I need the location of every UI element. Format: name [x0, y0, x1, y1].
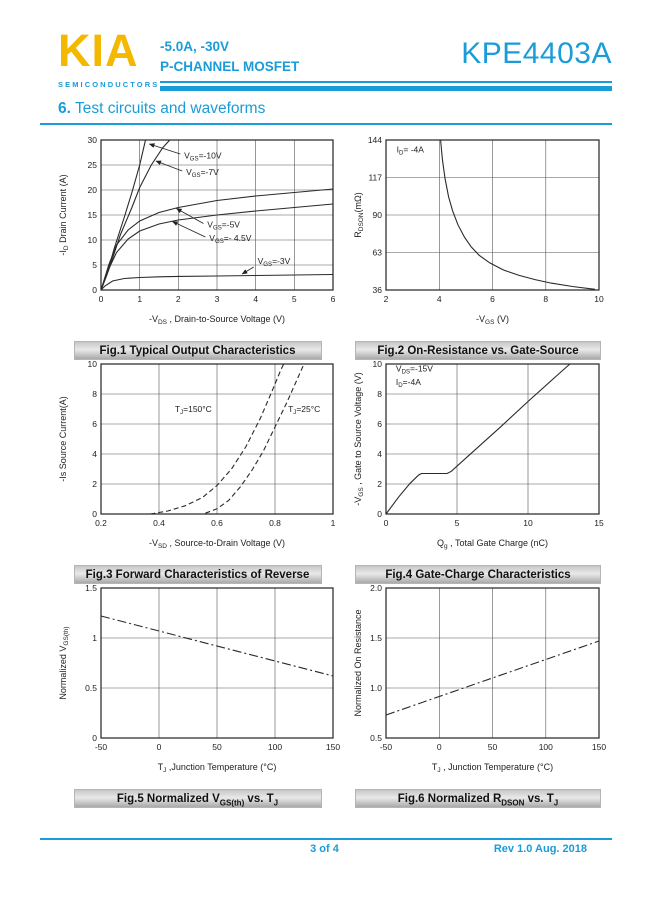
figure-4 [350, 356, 606, 584]
fig1-caption: Fig.1 Typical Output Characteristics [74, 341, 322, 360]
svg-text:50: 50 [212, 742, 222, 752]
svg-text:50: 50 [487, 742, 498, 752]
revision-label: Rev 1.0 Aug. 2018 [493, 843, 587, 855]
svg-text:-VSD , Source-to-Drain Voltage: $-V_{SD}$ , Source-to-Drain Voltage (V) [148, 538, 286, 551]
svg-text:VGS=- 4.5V: $V_{GS}=-$ 4.5V [209, 233, 252, 245]
svg-text:90: 90 [372, 210, 382, 220]
fig6-caption: Fig.6 Normalized $R_{DSON}$ vs. $T_J$ [355, 789, 601, 808]
svg-text:VGS=-10V: $V_{GS}=-10V$ [184, 150, 222, 163]
svg-text:144: 144 [367, 135, 382, 145]
svg-text:63: 63 [372, 247, 382, 258]
svg-text:10: 10 [87, 359, 97, 369]
svg-text:0.8: 0.8 [269, 518, 281, 528]
svg-text:6: 6 [490, 294, 495, 304]
svg-text:8: 8 [377, 389, 382, 399]
svg-text:2: 2 [92, 479, 97, 489]
svg-text:0.6: 0.6 [211, 518, 223, 528]
svg-text:1.5: 1.5 [370, 633, 382, 643]
svg-text:15: 15 [87, 210, 97, 220]
svg-text:2: 2 [383, 294, 389, 304]
svg-text:150: 150 [591, 742, 606, 752]
svg-text:-VGS , Gate to Source Voltage: $-V_{GS}$ , Gate to Source Voltage (V) [353, 372, 366, 506]
svg-text:TJ=25°C: $T_J=25^\circ C$ [288, 404, 321, 416]
page-number: 3 of 4 [310, 843, 339, 855]
svg-text:0.5: 0.5 [370, 733, 382, 743]
svg-text:Qg , Total Gate Charge (nC): $Q_g$ , Total Gate Charge (nC) [436, 538, 549, 551]
svg-text:0: 0 [383, 518, 389, 528]
figure-2 [350, 132, 606, 360]
svg-text:117: 117 [368, 172, 382, 183]
header-rule-thin [160, 81, 612, 83]
svg-text:2.0: 2.0 [370, 583, 382, 593]
svg-text:0: 0 [92, 285, 97, 295]
svg-text:5: 5 [454, 518, 460, 528]
svg-text:-Is Source Current(A): -Is Source Current(A) [58, 396, 68, 482]
svg-text:30: 30 [87, 135, 97, 145]
svg-text:0.2: 0.2 [95, 518, 107, 528]
svg-text:2: 2 [377, 479, 382, 489]
svg-text:3: 3 [214, 294, 220, 304]
svg-text:0.5: 0.5 [85, 683, 97, 693]
svg-text:4: 4 [92, 449, 97, 459]
svg-text:100: 100 [267, 742, 283, 752]
section-number: 6. [58, 100, 71, 117]
svg-text:10: 10 [594, 294, 604, 304]
svg-text:VGS=-3V: $V_{GS}=-3V$ [257, 256, 291, 268]
svg-text:RDSON(mΩ): $R_{DSON}(m\Omega)$ [353, 192, 366, 238]
fig1-output-characteristics-chart [55, 132, 340, 333]
fig4-gate-charge-chart [350, 356, 606, 557]
svg-text:VDS=-15V: $V_{DS}=-15V$ [395, 363, 433, 376]
svg-text:10: 10 [372, 359, 382, 369]
svg-text:10: 10 [523, 518, 533, 528]
fig3-caption: Fig.3 Forward Characteristics of Reverse [74, 565, 322, 584]
svg-text:-50: -50 [94, 742, 108, 752]
fig5-caption: Fig.5 Normalized $V_{GS(th)}$ vs. $T_J$ [74, 789, 322, 808]
svg-text:1.0: 1.0 [370, 683, 382, 693]
part-number: KPE4403A [461, 37, 612, 70]
svg-text:150: 150 [325, 742, 340, 752]
figure-1 [55, 132, 340, 360]
section-heading [58, 100, 265, 118]
svg-text:20: 20 [87, 185, 97, 195]
svg-text:ID= -4A: $I_D= -4A$ [396, 144, 424, 157]
svg-text:TJ , Junction Temperature (°C): $T_J$ , Junction Temperature (°C) [431, 762, 554, 775]
fig2-caption: Fig.2 On-Resistance vs. Gate-Source [355, 341, 601, 360]
svg-text:Normalized On Resistance: Normalized On Resistance [353, 609, 363, 717]
figure-3 [55, 356, 340, 584]
svg-text:15: 15 [594, 518, 604, 528]
footer-divider [40, 838, 612, 840]
figure-6 [350, 580, 606, 808]
svg-text:8: 8 [92, 389, 97, 399]
svg-text:0: 0 [92, 509, 97, 519]
fig2-on-resistance-chart [350, 132, 606, 333]
svg-text:6: 6 [92, 419, 97, 429]
svg-text:1.5: 1.5 [85, 583, 97, 593]
header-rule-thick [160, 86, 612, 91]
svg-text:5: 5 [92, 260, 97, 270]
svg-text:5: 5 [291, 294, 297, 304]
svg-text:4: 4 [436, 294, 442, 304]
figure-5 [55, 580, 340, 808]
svg-text:0: 0 [436, 742, 442, 752]
svg-text:VGS=-5V: $V_{GS}=-5V$ [207, 219, 240, 232]
svg-text:TJ ,Junction Temperature (°C): $T_J$ ,Junction Temperature (°C) [157, 762, 277, 775]
svg-text:25: 25 [87, 160, 97, 170]
svg-text:36: 36 [372, 285, 382, 295]
svg-text:4: 4 [377, 449, 382, 459]
fig6-normalized-rdson-chart [350, 580, 606, 781]
svg-text:6: 6 [377, 419, 382, 429]
svg-text:4: 4 [253, 294, 259, 304]
svg-text:0: 0 [377, 509, 382, 519]
svg-text:100: 100 [538, 742, 553, 752]
svg-text:10: 10 [87, 235, 97, 245]
svg-text:Normalized VGS(th): Normalized $V_{GS(th)}$ [58, 626, 71, 700]
device-summary [160, 37, 299, 76]
svg-text:8: 8 [543, 294, 549, 304]
section-underline [40, 123, 612, 125]
svg-text:TJ=150°C: $T_J=150^\circ C$ [174, 404, 212, 416]
svg-text:-VDS , Drain-to-Source Voltage: $-V_{DS}$ , Drain-to-Source Voltage (V) [148, 314, 286, 327]
svg-text:VGS=-7V: $V_{GS}=-7V$ [186, 167, 219, 179]
section-title: Test circuits and waveforms [70, 100, 266, 117]
svg-text:-VGS (V): $-V_{GS}$ (V) [476, 314, 509, 327]
fig4-caption: Fig.4 Gate-Charge Characteristics [355, 565, 601, 584]
fig3-forward-characteristics-chart [55, 356, 340, 557]
fig5-normalized-vgsth-chart [55, 580, 340, 781]
rating-line: -5.0A, -30V [160, 39, 230, 54]
svg-text:6: 6 [330, 294, 336, 304]
svg-text:-ID Drain Current (A): $-I_D$ Drain Current (A) [58, 174, 71, 256]
svg-text:-50: -50 [379, 742, 393, 752]
logo-subtitle: SEMICONDUCTORS [58, 80, 160, 89]
svg-text:0: 0 [92, 733, 97, 743]
svg-text:0: 0 [156, 742, 162, 752]
svg-text:1: 1 [330, 518, 336, 528]
svg-text:1: 1 [137, 294, 143, 304]
type-line: P-CHANNEL MOSFET [160, 58, 300, 74]
svg-text:0.4: 0.4 [153, 518, 165, 528]
kia-logo: KIA [58, 25, 139, 76]
svg-text:1: 1 [92, 633, 97, 643]
svg-text:0: 0 [98, 294, 104, 304]
svg-text:ID=-4A: $I_D=-4A$ [395, 377, 421, 389]
svg-text:2: 2 [175, 294, 181, 304]
